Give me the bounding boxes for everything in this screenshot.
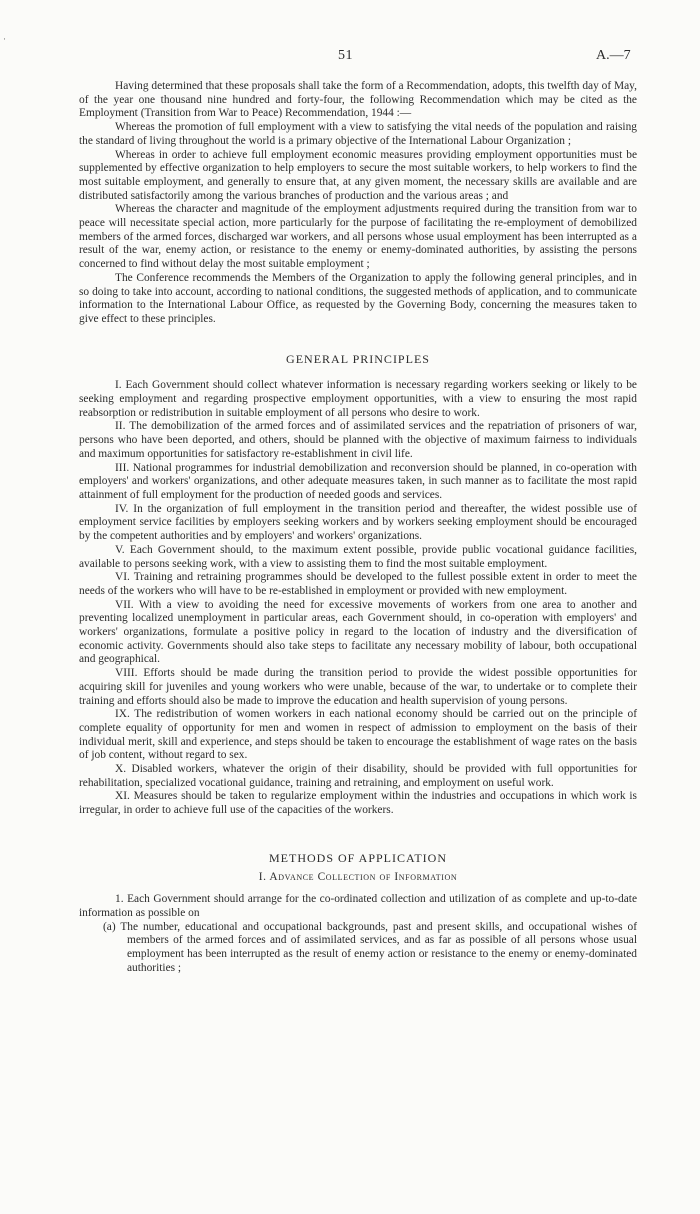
preamble-paragraph: Whereas the character and magnitude of the employment adjustments required during the transition from war to peace will necessitate special action, more particularly for the purpose of facilitating the re-employment of demobilized members of the armed forces, discharged war workers, and all persons whose usual employment has been interrupted as a result of the war, enemy action, or resistance to the enemy or enemy-dominated authorities, by assisting the persons concerned to find without delay the most suitable employment ; <box>79 203 637 271</box>
section-heading-general-principles: GENERAL PRINCIPLES <box>286 351 430 366</box>
preamble-paragraph: Having determined that these proposals shall take the form of a Recommendation, adopts, this twelfth day of May, of the year one thousand nine hundred and forty-four, the following Recommendation which may be cited as the Employment (Transition from War to Peace) Recommendation, 1944 :— <box>79 80 637 120</box>
preamble-paragraph: The Conference recommends the Members of the Organization to apply the following general principles, and in so doing to take into account, according to national conditions, the suggested methods of application, and to communicate information to the International Labour Office, as requested by the Governing Body, concerning the measures taken to give effect to these principles. <box>79 271 637 325</box>
section-heading-methods: METHODS OF APPLICATION <box>268 850 448 865</box>
principle-item: VIII. Efforts should be made during the transition period to provide the widest possible opportunities for acquiring skill for juveniles and young workers who were unable, because of the war, to undertake or to complete their training and efforts should also be made to improve the education and health supervision of young persons. <box>79 667 637 707</box>
principle-item: II. The demobilization of the armed forces and of assimilated services and the repatriation of prisoners of war, persons who have been deported, and others, should be planned with the objective of maximum fairness to individuals and maximum opportunities for satisfactory re-establishment in civil life. <box>79 420 637 460</box>
principle-item: I. Each Government should collect whatever information is necessary regarding workers seeking or likely to be seeking employment and regarding prospective employment opportunities, with a view to ensuring the most rapid reabsorption or redistribution in suitable employment of all persons who desire to work. <box>79 379 637 419</box>
document-code: A.—7 <box>596 48 631 63</box>
principle-item: X. Disabled workers, whatever the origin of their disability, should be provided with full opportunities for rehabilitation, specialized vocational guidance, training and retraining, and employment on useful work. <box>79 763 637 789</box>
principle-item: IV. In the organization of full employment in the transition period and thereafter, the widest possible use of employment service facilities by employers seeking workers and by workers seeking employment should be encouraged by the competent authorities and by employers' and workers' organizations. <box>79 502 637 543</box>
body-text <box>79 80 637 975</box>
subsection-heading: I. Advance Collection of Information <box>258 870 458 883</box>
preamble-paragraph: Whereas in order to achieve full employment economic measures providing employment opportunities must be supplemented by effective organization to help employers to secure the most suitable workers, to help workers to find the most suitable employment, and generally to ensure that, at any given moment, the necessary skills are available and are distributed satisfactorily among the various branches of production and the various areas ; and <box>79 148 637 202</box>
preamble-paragraph: Whereas the promotion of full employment with a view to satisfying the vital needs of the population and raising the standard of living throughout the world is a primary objective of the International Labour Organization ; <box>79 121 637 147</box>
method-paragraph: 1. Each Government should arrange for the co-ordinated collection and utilization of as complete and up-to-date information as possible on <box>79 893 637 919</box>
corner-mark: · <box>3 34 6 44</box>
page-number: 51 <box>338 48 353 63</box>
principle-item: XI. Measures should be taken to regularize employment within the industries and occupations in which work is irregular, in order to achieve full use of the capacities of the workers. <box>79 790 637 817</box>
principle-item: IX. The redistribution of women workers in each national economy should be carried out on the principle of complete equality of opportunity for men and women in respect of admission to employment on the basis of their individual merit, skill and experience, and steps should be taken to encourage the establishment of wage rates on the basis of job content, without regard to sex. <box>79 708 637 762</box>
principle-item: V. Each Government should, to the maximum extent possible, provide public vocational guidance facilities, available to persons seeking work, with a view to assisting them to find the most suitable employment. <box>79 543 637 570</box>
principle-item: III. National programmes for industrial demobilization and reconversion should be planned, in co-operation with employers' and workers' organizations, and other adequate measures taken, in such manner as to facilitate the most rapid attainment of full employment for the production of needed goods and services. <box>79 461 637 501</box>
principle-item: VI. Training and retraining programmes should be developed to the fullest possible extent in order to meet the needs of the workers who will have to be re-established in employment or provided with new employment. <box>79 571 637 597</box>
method-item-a: (a) The number, educational and occupational backgrounds, past and present skills, and occupational wishes of members of the armed forces and of assimilated services, and as far as possible of all persons whose usual employment has been interrupted as the result of enemy action or resistance to the enemy or enemy-dominated authorities ; <box>103 920 637 974</box>
principle-item: VII. With a view to avoiding the need for excessive movements of workers from one area to another and preventing localized unemployment in particular areas, each Government should, in co-operation with employers' and workers' organizations, formulate a positive policy in regard to the location of industry and the diversification of economic activity. Governments should also take steps to facilitate any necessary mobility of labour, both occupational and geographical. <box>79 598 637 666</box>
